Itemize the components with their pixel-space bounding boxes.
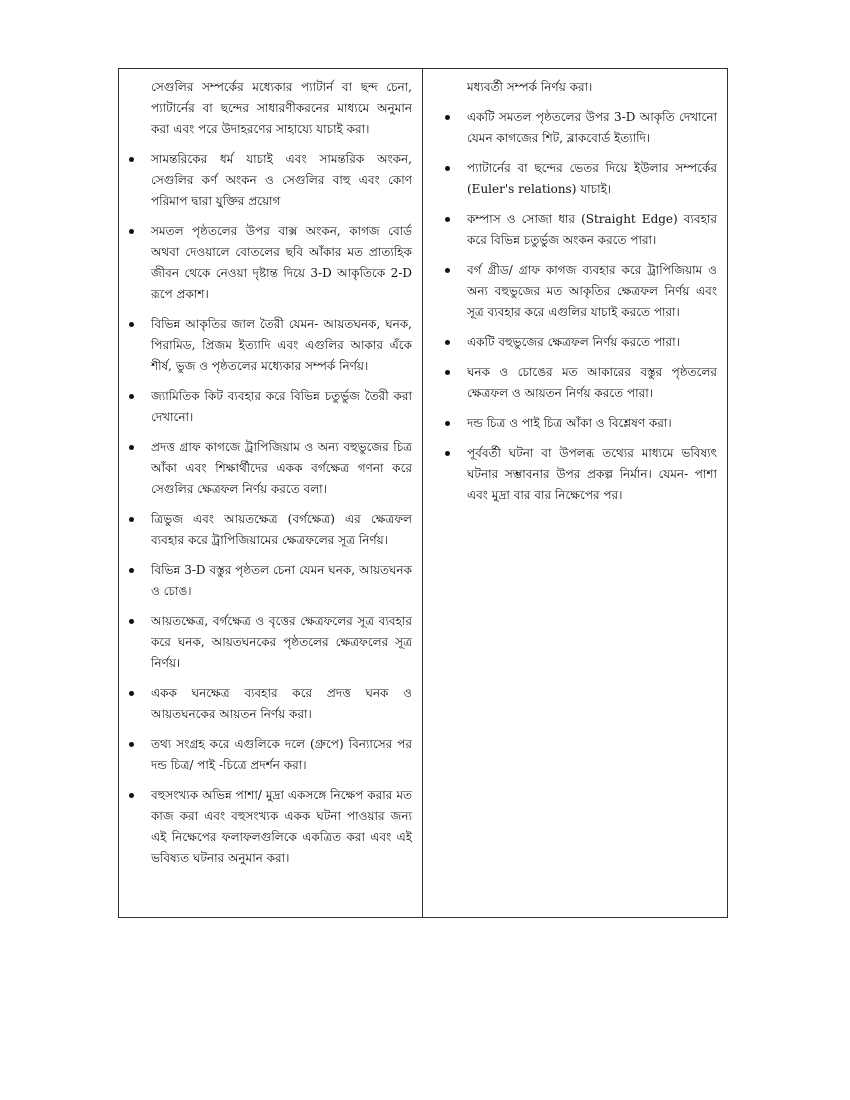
bullet-item: প্রদত্ত গ্রাফ কাগজে ট্রাপিজিয়াম ও অন্য বহুভুজের চিত্র আঁকা এবং শিক্ষার্থীদের একক বর্গক্ষেত্র গণনা করে সেগুলির ক্ষেত্রফল নির্ণয় করতে বলা।	[137, 437, 412, 500]
continued-text: সেগুলির সম্পর্কের মধ্যেকার প্যাটার্ন বা ছন্দ চেনা, প্যাটার্নের বা ছন্দের সাধারণীকরনের মাধ্যমে অনুমান করা এবং পরে উদাহরণের সাহায্যে যাচাই করা।	[151, 80, 412, 136]
bullet-item: বর্গ গ্রীড/ গ্রাফ কাগজ ব্যবহার করে ট্রাপিজিয়াম ও অন্য বহুভুজের মত আকৃতির ক্ষেত্রফল নির্ণয় এবং সূত্র ব্যবহার করে এগুলির যাচাই করতে পারা।	[453, 260, 717, 323]
bullet-item: একটি বহুভুজের ক্ষেত্রফল নির্ণয় করতে পারা।	[453, 332, 717, 353]
bullet-item: আয়তক্ষেত্র, বর্গক্ষেত্র ও বৃত্তের ক্ষেত্রফলের সূত্র ব্যবহার করে ঘনক, আয়তঘনকের পৃষ্ঠতলের ক্ষেত্রফলের সূত্র নির্ণয়।	[137, 611, 412, 674]
bullet-item: প্যাটার্নের বা ছন্দের ভেতর দিয়ে ইউলার সম্পর্কের (Euler's relations) যাচাই।	[453, 158, 717, 200]
bullet-item: কম্পাস ও সোজা ধার (Straight Edge) ব্যবহার করে বিভিন্ন চতুর্ভুজ অংকন করতে পারা।	[453, 209, 717, 251]
bullet-item: দন্ড চিত্র ও পাই চিত্র আঁকা ও বিশ্লেষণ করা।	[453, 413, 717, 434]
continued-text: মধ্যবর্তী সম্পর্ক নির্ণয় করা।	[467, 80, 593, 94]
bullet-item: একটি সমতল পৃষ্ঠতলের উপর 3-D আকৃতি দেখানো যেমন কাগজের শিট, ব্লাকবোর্ড ইত্যাদি।	[453, 107, 717, 149]
content-table	[118, 68, 728, 918]
bullet-item: একক ঘনক্ষেত্র ব্যবহার করে প্রদত্ত ঘনক ও আয়তঘনকের আয়তন নির্ণয় করা।	[137, 683, 412, 725]
bullet-item: ত্রিভুজ এবং আয়তক্ষেত্র (বর্গক্ষেত্র) এর ক্ষেত্রফল ব্যবহার করে ট্রাপিজিয়ামের ক্ষেত্রফলের সূত্র নির্ণয়।	[137, 509, 412, 551]
left-column	[119, 69, 423, 917]
bullet-item: সামন্তরিকের ধর্ম যাচাই এবং সামন্তরিক অংকন, সেগুলির কর্ণ অংকন ও সেগুলির বাহু এবং কোণ পরিমাপ দ্বারা যুক্তির প্রয়োগ	[137, 149, 412, 212]
bullet-item: বিভিন্ন 3-D বস্তুর পৃষ্ঠতল চেনা যেমন ঘনক, আয়তঘনক ও চোঙ।	[137, 560, 412, 602]
bullet-item: সমতল পৃষ্ঠতলের উপর বাক্স অংকন, কাগজ বোর্ড অথবা দেওয়ালে বোতলের ছবি আঁকার মত প্রাত্যহিক জীবন থেকে নেওয়া দৃষ্টান্ত দিয়ে 3-D আকৃতিকে 2-D রূপে প্রকাশ।	[137, 221, 412, 305]
bullet-item: তথ্য সংগ্রহ করে এগুলিকে দলে (গ্রুপে) বিন্যাসের পর দন্ড চিত্র/ পাই -চিত্রে প্রদর্শন করা।	[137, 734, 412, 776]
bullet-item: বহুসংখ্যক অভিন্ন পাশা/ মুদ্রা একসঙ্গে নিক্ষেপ করার মত কাজ করা এবং বহুসংখ্যক একক ঘটনা পাওয়ার জন্য এই নিক্ষেপের ফলাফলগুলিকে একত্রিত করা এবং এই ভবিষ্যত ঘটনার অনুমান করা।	[137, 785, 412, 869]
bullet-item: বিভিন্ন আকৃতির জাল তৈরী যেমন- আয়তঘনক, ঘনক, পিরামিড, প্রিজম ইত্যাদি এবং এগুলির আকার এঁকে শীর্ষ, ভুজ ও পৃষ্ঠতলের মধ্যেকার সম্পর্ক নির্ণয়।	[137, 314, 412, 377]
bullet-item: পূর্ববর্তী ঘটনা বা উপলব্ধ তথ্যের মাধ্যমে ভবিষ্যৎ ঘটনার সম্ভাবনার উপর প্রকল্প নির্মান। যেমন- পাশা এবং মুদ্রা বার বার নিক্ষেপের পর।	[453, 443, 717, 506]
bullet-item: ঘনক ও চোঙের মত আকারের বস্তুর পৃষ্ঠতলের ক্ষেত্রফল ও আয়তন নির্ণয় করতে পারা।	[453, 362, 717, 404]
right-column	[423, 69, 727, 917]
bullet-item: জ্যামিতিক কিট ব্যবহার করে বিভিন্ন চতুর্ভুজ তৈরী করা দেখানো।	[137, 386, 412, 428]
